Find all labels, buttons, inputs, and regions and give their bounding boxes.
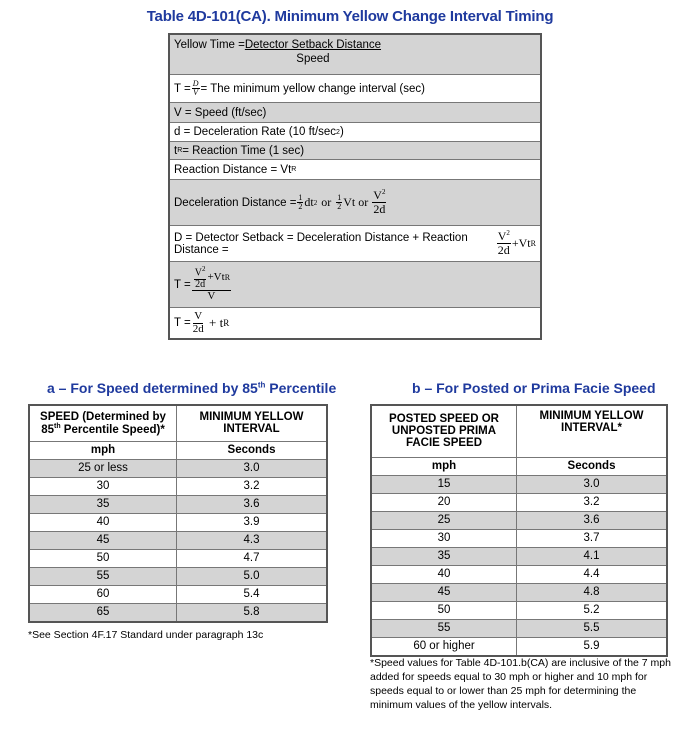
table-b-col1-header: POSTED SPEED OR UNPOSTED PRIMA FACIE SPEED: [371, 405, 517, 457]
section-a-title: a – For Speed determined by 85th Percentile: [47, 380, 337, 396]
table-a-speed-cell: 65: [29, 603, 177, 622]
table-a-footnote: *See Section 4F.17 Standard under paragraph 13c: [28, 629, 264, 641]
table-b-unit-seconds: Seconds: [517, 457, 668, 475]
table-row: [371, 475, 667, 493]
yellow-time-row: [170, 35, 540, 75]
table-a-interval-cell: 3.0: [177, 459, 328, 477]
table-a-interval-cell: 3.6: [177, 495, 328, 513]
table-row: [371, 565, 667, 583]
table-a-speed-cell: 30: [29, 477, 177, 495]
reaction-distance: Reaction Distance = Vt: [174, 163, 292, 176]
table-row: [371, 511, 667, 529]
table-a-interval-cell: 3.2: [177, 477, 328, 495]
d-def: d = Deceleration Rate (10 ft/sec: [174, 126, 337, 138]
table-b-unit-mph: mph: [371, 457, 517, 475]
table-b-footnote: *Speed values for Table 4D-101.b(CA) are inclusive of the 7 mph added for speeds equal to 30 mph or higher and 10 mph for speeds equal to or lower than 25 mph for determining the minimum values of the yellow intervals.: [370, 657, 671, 711]
table-a-unit-mph: mph: [29, 441, 177, 459]
tr-symbol: t: [174, 144, 178, 157]
table-row: [29, 459, 327, 477]
table-b-interval-cell: 4.1: [517, 547, 668, 565]
table-row: [371, 493, 667, 511]
table-a-speed-cell: 55: [29, 567, 177, 585]
reaction-subscript: R: [291, 166, 297, 173]
table-row: [371, 601, 667, 619]
table-b-speed-cell: 35: [371, 547, 517, 565]
t-definition-row: [170, 75, 540, 103]
table-b-speed-cell: 15: [371, 475, 517, 493]
t-def-fraction: [192, 80, 200, 98]
table-a-speed-cell: 40: [29, 513, 177, 531]
table-a-interval-cell: 5.8: [177, 603, 328, 622]
table-row: [371, 637, 667, 656]
table-row: [29, 477, 327, 495]
table-b-interval-cell: 4.8: [517, 583, 668, 601]
t-def-suffix: = The minimum yellow change interval (sec): [200, 82, 425, 95]
decel-label: Deceleration Distance =: [174, 196, 297, 209]
table-a-interval-cell: 5.4: [177, 585, 328, 603]
table-b-speed-cell: 25: [371, 511, 517, 529]
table-row: [29, 567, 327, 585]
table-row: [371, 583, 667, 601]
table-b-speed-cell: 55: [371, 619, 517, 637]
table-a-col1-header: SPEED (Determined by 85th Percentile Speed)*: [29, 405, 177, 441]
t-formula: $\frac{V^2}{2d}$ +Vt R V: [192, 266, 231, 303]
v-def: V = Speed (ft/sec): [174, 106, 267, 119]
formula-box: [168, 33, 542, 340]
d-def-sup: 2: [336, 128, 340, 136]
table-a-speed-cell: 45: [29, 531, 177, 549]
tr-subscript: R: [177, 147, 183, 154]
table-row: [29, 495, 327, 513]
setback-row: [170, 226, 540, 262]
table-row: [29, 585, 327, 603]
section-b-title: b – For Posted or Prima Facie Speed: [412, 380, 656, 396]
table-b-speed-cell: 60 or higher: [371, 637, 517, 656]
table-b-interval-cell: 3.2: [517, 493, 668, 511]
yellow-time-fraction: [245, 39, 381, 65]
table-a: [28, 404, 328, 623]
table-row: [371, 529, 667, 547]
table-row: [29, 513, 327, 531]
d-definition-row: [170, 123, 540, 142]
table-b-speed-cell: 50: [371, 601, 517, 619]
table-b-interval-cell: 3.0: [517, 475, 668, 493]
reaction-distance-row: [170, 160, 540, 180]
table-a-speed-cell: 60: [29, 585, 177, 603]
table-b-interval-cell: 4.4: [517, 565, 668, 583]
tr-definition-row: [170, 142, 540, 160]
yellow-time-label: Yellow Time =: [174, 39, 245, 51]
decel-or-1: or: [321, 195, 332, 209]
table-b-interval-cell: 5.9: [517, 637, 668, 656]
t-def-prefix: T =: [174, 82, 191, 95]
tr-def: = Reaction Time (1 sec): [182, 144, 305, 157]
table-row: [371, 547, 667, 565]
decel-distance-row: [170, 180, 540, 226]
t-simplified-formula: $\frac{V}{2d}$ + t R: [192, 309, 230, 335]
table-a-unit-seconds: Seconds: [177, 441, 328, 459]
yellow-time-denominator: Speed: [296, 53, 330, 65]
table-a-speed-cell: 25 or less: [29, 459, 177, 477]
table-b-interval-cell: 5.2: [517, 601, 668, 619]
t-eq-label-2: T =: [174, 317, 191, 329]
table-row: [29, 603, 327, 622]
t-def-num: D: [192, 78, 199, 88]
table-row: [371, 619, 667, 637]
table-a-interval-cell: 4.3: [177, 531, 328, 549]
page-title: Table 4D-101(CA). Minimum Yellow Change Interval Timing: [146, 8, 554, 25]
decel-or-2: or: [358, 195, 369, 209]
decel-formula: $\frac{1}{2}$ dt 2 or $\frac{1}{2}$ Vt or $\frac{V^2}{2d}$: [298, 188, 386, 216]
table-a-interval-cell: 4.7: [177, 549, 328, 567]
table-b-col2-header: MINIMUM YELLOW INTERVAL*: [517, 405, 668, 457]
table-a-col2-header: MINIMUM YELLOW INTERVAL: [177, 405, 328, 441]
table-b-speed-cell: 30: [371, 529, 517, 547]
table-b-interval-cell: 3.7: [517, 529, 668, 547]
table-b: [370, 404, 668, 657]
t-simplified-row: [170, 308, 540, 338]
yellow-time-numerator: Detector Setback Distance: [244, 39, 382, 51]
table-b-speed-cell: 40: [371, 565, 517, 583]
table-a-interval-cell: 3.9: [177, 513, 328, 531]
table-a-speed-cell: 35: [29, 495, 177, 513]
v-definition-row: [170, 103, 540, 123]
table-row: [29, 531, 327, 549]
table-b-interval-cell: 3.6: [517, 511, 668, 529]
table-b-speed-cell: 45: [371, 583, 517, 601]
table-row: [29, 549, 327, 567]
setback-label: D = Detector Setback = Deceleration Distance + Reaction Distance =: [174, 231, 468, 256]
table-a-interval-cell: 5.0: [177, 567, 328, 585]
setback-formula: $\frac{V^2}{2d}$ +Vt R: [497, 229, 536, 257]
table-b-interval-cell: 5.5: [517, 619, 668, 637]
t-formula-row: [170, 262, 540, 308]
t-eq-label: T =: [174, 278, 191, 291]
table-a-speed-cell: 50: [29, 549, 177, 567]
d-def-close: ): [339, 126, 344, 138]
table-b-speed-cell: 20: [371, 493, 517, 511]
t-def-den: V: [193, 88, 199, 97]
